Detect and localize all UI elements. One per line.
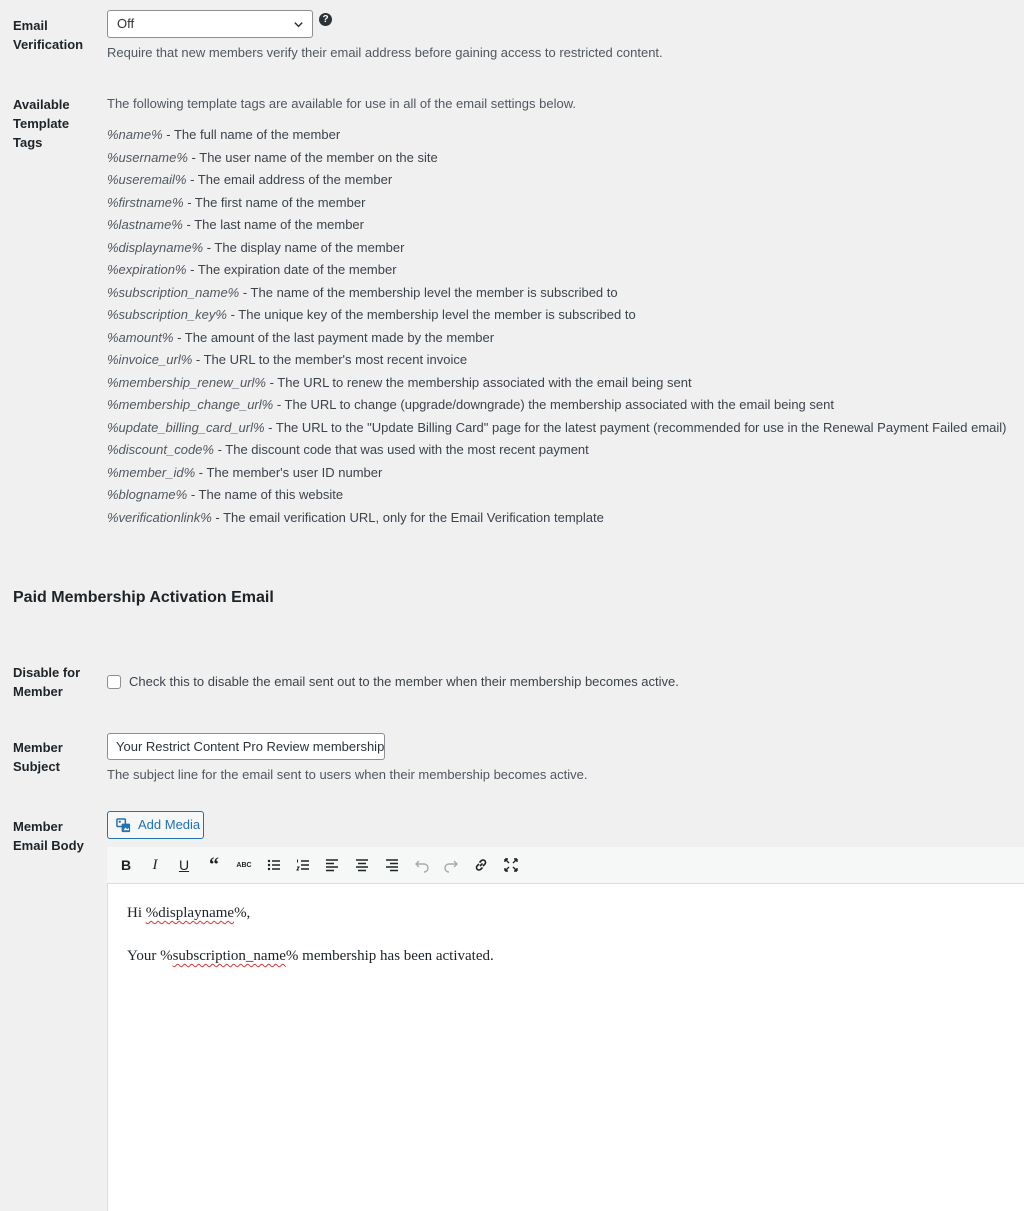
email-verification-label: Email Verification — [13, 18, 84, 52]
template-tags-label: Available Template Tags — [13, 97, 70, 150]
template-tag-item — [107, 305, 636, 324]
template-tag-item — [107, 215, 364, 234]
template-tag-item — [107, 170, 392, 189]
email-body-editor[interactable] — [107, 884, 1024, 1211]
template-tag-description: - The amount of the last payment made by the member — [173, 329, 495, 345]
template-tag-code: %amount% — [107, 329, 174, 345]
template-tag-code: %displayname% — [107, 239, 204, 255]
fullscreen-icon[interactable] — [501, 855, 521, 875]
template-tag-code: %membership_renew_url% — [107, 374, 266, 390]
email-verification-select[interactable] — [107, 10, 313, 38]
editor-line-greeting: Hi %displayname%, — [127, 905, 251, 921]
template-tag-item — [107, 125, 340, 144]
template-tag-item — [107, 373, 692, 392]
template-tag-description: - The URL to the member's most recent invoice — [192, 352, 468, 367]
template-tag-item — [107, 193, 365, 212]
template-tag-item — [107, 238, 404, 257]
template-tag-code: %subscription_name% — [107, 284, 240, 300]
blockquote-icon[interactable]: “ — [209, 853, 219, 876]
template-tag-description: - The last name of the member — [182, 217, 364, 232]
member-body-label: Member Email Body — [13, 819, 84, 853]
member-subject-input[interactable]: Your Restrict Content Pro Review membership — [107, 733, 385, 760]
question-circle-icon[interactable]: ? — [319, 13, 332, 26]
template-tag-description: - The URL to the "Update Billing Card" page for the latest payment (recommended for use in the Renewal Payment Failed email) — [264, 419, 1007, 435]
template-tag-description: - The user name of the member on the site — [187, 149, 438, 165]
underline-icon[interactable]: U — [178, 857, 190, 873]
align-right-icon[interactable] — [382, 855, 402, 875]
template-tag-code: %name% — [107, 127, 163, 142]
template-tag-code: %useremail% — [107, 172, 187, 187]
template-tag-code: %discount_code% — [107, 442, 214, 457]
template-tag-code: %member_id% — [107, 464, 196, 480]
template-tag-item — [107, 440, 589, 459]
undo-icon[interactable] — [412, 855, 432, 875]
template-tag-code: %firstname% — [107, 194, 184, 210]
template-tag-description: - The email address of the member — [186, 172, 393, 187]
template-tag-code: %verificationlink% — [107, 509, 212, 525]
template-tags-intro: The following template tags are available for use in all of the email settings below. — [107, 96, 576, 111]
template-tag-code: %invoice_url% — [107, 352, 193, 367]
template-tag-description: - The expiration date of the member — [186, 262, 397, 277]
template-tag-item — [107, 463, 382, 482]
template-tag-description: - The URL to change (upgrade/downgrade) the membership associated with the email being sent — [273, 397, 834, 412]
template-tag-item — [107, 418, 1007, 437]
add-media-button[interactable] — [107, 811, 204, 839]
template-tag-code: %subscription_key% — [107, 307, 227, 322]
template-tag-code: %update_billing_card_url% — [107, 419, 265, 435]
template-tag-item — [107, 283, 618, 302]
strikethrough-icon[interactable]: ABC — [236, 861, 252, 869]
align-center-icon[interactable] — [352, 855, 372, 875]
editor-toolbar — [107, 847, 1024, 884]
disable-member-description: Check this to disable the email sent out to the member when their membership becomes active. — [129, 674, 679, 689]
template-tag-code: %expiration% — [107, 262, 187, 277]
template-tag-code: %membership_change_url% — [107, 397, 274, 412]
member-subject-description: The subject line for the email sent to users when their membership becomes active. — [107, 767, 588, 782]
template-tag-description: - The URL to renew the membership associated with the email being sent — [265, 374, 692, 390]
template-tag-code: %username% — [107, 149, 188, 165]
bold-icon[interactable]: B — [120, 857, 132, 873]
template-tag-item — [107, 260, 397, 279]
numbered-list-icon[interactable] — [293, 855, 313, 875]
email-verification-description: Require that new members verify their email address before gaining access to restricted content. — [107, 45, 663, 60]
editor-line-activation: Your %subscription_name% membership has been activated. — [127, 948, 494, 964]
template-tag-item — [107, 148, 438, 167]
chevron-down-icon — [293, 19, 304, 30]
template-tag-description: - The member's user ID number — [195, 464, 383, 480]
template-tag-description: - The unique key of the membership level the member is subscribed to — [226, 307, 636, 322]
disable-member-checkbox[interactable] — [107, 675, 121, 689]
media-icon — [116, 818, 131, 833]
template-tag-description: - The discount code that was used with the most recent payment — [213, 442, 589, 457]
bullet-list-icon[interactable] — [264, 855, 284, 875]
italic-icon[interactable]: I — [152, 856, 158, 873]
redo-icon[interactable] — [441, 855, 461, 875]
section-title: Paid Membership Activation Email — [13, 589, 274, 606]
template-tag-item — [107, 350, 467, 369]
template-tag-description: - The email verification URL, only for the Email Verification template — [211, 509, 604, 525]
disable-member-label: Disable for Member — [13, 665, 81, 699]
align-left-icon[interactable] — [322, 855, 342, 875]
template-tag-description: - The display name of the member — [203, 239, 405, 255]
template-tag-code: %blogname% — [107, 487, 188, 502]
template-tag-item — [107, 395, 834, 414]
add-media-label: Add Media — [138, 817, 201, 832]
template-tag-item — [107, 328, 494, 347]
template-tag-description: - The name of the membership level the member is subscribed to — [239, 284, 618, 300]
member-subject-label: Member Subject — [13, 740, 63, 774]
template-tag-description: - The name of this website — [187, 487, 344, 502]
template-tag-description: - The full name of the member — [162, 127, 341, 142]
template-tag-code: %lastname% — [107, 217, 183, 232]
spellcheck-word: %displayname — [145, 905, 235, 921]
spellcheck-word: subscription_name — [172, 948, 286, 964]
email-verification-select-value: Off — [117, 16, 135, 31]
template-tag-item — [107, 485, 343, 504]
template-tag-item — [107, 508, 604, 527]
template-tag-description: - The first name of the member — [183, 194, 366, 210]
link-icon[interactable] — [471, 855, 491, 875]
